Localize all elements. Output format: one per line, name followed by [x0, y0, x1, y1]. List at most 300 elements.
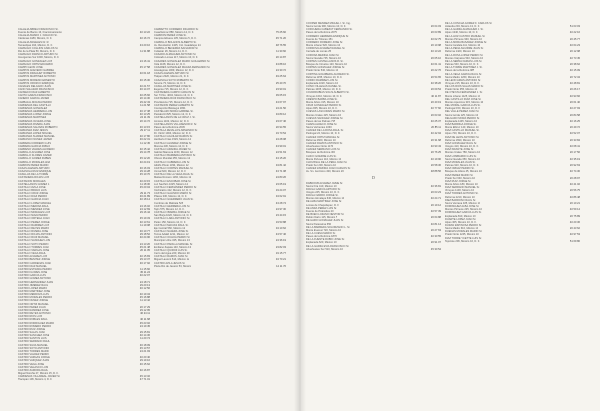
entry-name: CAÑEDO GARCIA JAVIER	[18, 97, 50, 101]
entry-name: Gabriel Mancera 1150, México 12	[154, 151, 193, 155]
entry-name: CAMACHO ORTIZ EDUARDO	[18, 62, 54, 66]
entry-name: CASILLAS DE LA TORRE	[18, 173, 49, 177]
directory-entry	[154, 265, 286, 268]
entry-name: DIAZ TORRES ANTONIO Sr.	[445, 192, 479, 196]
entry-name: CHAVEZ ZAMORA JUAN CARLOS Sr.	[306, 167, 351, 171]
entry-name: CARRILLO FLORES JAVIER	[18, 154, 52, 158]
entry-name: CASTRO VALDEZ PEDRO	[18, 353, 50, 357]
entry-name: CARRERA CORDERO LUIS	[18, 141, 52, 145]
entry-phone: 40 81 14	[430, 222, 441, 226]
entry-name: Alpes 845, México 10, D. F.	[306, 107, 338, 111]
right-page	[300, 0, 600, 411]
entry-phone: 20 12 98	[569, 50, 580, 54]
entry-phone: 40 93 66	[569, 94, 580, 98]
entry-phone: 20 91 07	[430, 241, 441, 245]
entry-phone: 29 17 11	[140, 129, 150, 132]
entry-phone: 20 17 29	[139, 305, 150, 309]
entry-phone: 11 12 45	[140, 141, 150, 145]
entry-name: DUARTE LOPEZ JUAN Sr.	[445, 217, 477, 221]
entry-phone: 43 99 01	[275, 144, 286, 148]
entry-phone: 20 19 12	[430, 203, 441, 207]
entry-phone: 23 07 46	[275, 119, 286, 123]
left-column-1	[18, 28, 154, 411]
entry-phone: 20 63 02	[430, 113, 441, 117]
entry-phone: 20 17 56	[569, 151, 580, 155]
entry-name: CANALES DELGADO JUAN	[18, 84, 52, 88]
entry-name: CHOUSSAL DE LA PEÑA JUAN Sr.	[306, 160, 348, 164]
entry-phone: 29 11 73	[140, 192, 150, 196]
entry-name: CARRILLO ALVAREZ JOSE	[18, 151, 51, 155]
entry-name: CORTES GONZALEZ JORGE Sr.	[306, 66, 346, 70]
entry-name: CASTELLANOS DE LA CRUZ J. Sr.	[154, 116, 196, 120]
entry-name: Tlacopan 106, México 4, D. F.	[18, 378, 53, 382]
entry-name: CAMPOS DRAGUET ROBERTO	[18, 72, 57, 76]
entry-phone: 20 54 65	[430, 75, 441, 79]
entry-phone: 20 64 88	[430, 216, 441, 220]
entry-phone: 20 61 40	[569, 100, 580, 104]
entry-name: CASTRO RODRIGUEZ MARIO	[18, 321, 55, 325]
entry-name: CASTRO FLORES JOSE	[18, 271, 48, 275]
entry-phone: 40 15 42	[139, 147, 150, 151]
entry-phone: 20 31 68	[430, 138, 441, 142]
entry-name: DOMINGUEZ GARCIA LUIS Sr.	[445, 211, 482, 215]
entry-name: Concepción Béistegui 1801	[154, 106, 186, 110]
entry-phone: 24 16 02	[139, 204, 150, 208]
entry-name: Luz Saviñón 1025, México 12	[154, 182, 189, 186]
entry-name: Petén 150, México 12, D. F.	[154, 220, 186, 224]
entry-name: CASTRO SILVA MANUEL	[18, 343, 48, 347]
book-gutter	[294, 0, 306, 411]
entry-phone: 43 71 08	[275, 170, 286, 174]
entry-name: CASAS ALEMAN ARTURO	[18, 166, 50, 170]
entry-name: CASTILLO REYES MARIO	[18, 226, 50, 230]
entry-phone: 40 64 23	[569, 44, 580, 48]
entry-name: CASTRO VAZQUEZ JUAN	[18, 359, 50, 363]
entry-phone: 46 10 77	[139, 230, 150, 233]
entry-name: Matías Romero 1160, México 12	[154, 176, 192, 180]
entry-name: COSIO VILLEGAS DANIEL Sr.	[306, 85, 342, 89]
entry-phone: 40 20 36	[569, 220, 580, 224]
entry-phone: 45 19 33	[139, 217, 150, 221]
entry-name: CASTRO ZAMORA RAUL	[18, 368, 49, 372]
entry-name: Cumbres de Maltrata 526	[154, 201, 184, 205]
entry-name: Virreyes 1130, México 10	[445, 189, 475, 193]
entry-name: Eje Central 560, México 12	[154, 226, 186, 230]
entry-name: CASTILLO ESCOBAR JOSE Sr.	[154, 179, 192, 183]
entry-name: CASTRO MORALES PEDRO	[18, 296, 53, 300]
entry-phone: 11 30 60	[276, 50, 286, 54]
entry-name: CASTAÑEDA CAMPO CARLOS Sr.	[154, 91, 196, 95]
entry-phone: 29 16 44	[139, 211, 150, 215]
entry-name: DE ALBA MARTINEZ JOSE Sr.	[306, 200, 342, 204]
entry-name: CASTRO ESTRADA PEDRO	[18, 267, 52, 271]
entry-name: DIAZ CASTILLO MANUEL Sr.	[445, 129, 480, 133]
entry-phone: 11 13 42	[140, 299, 150, 303]
entry-phone: 40 74 30	[569, 170, 580, 174]
entry-phone: 46 17 38	[139, 110, 150, 114]
entry-name: CASAS ALEMAN ARTURO Sr.	[154, 72, 190, 76]
entry-name: CASTRO GARCIA LUIS	[18, 274, 46, 278]
entry-name: CORTINA GOLDBERG ALFREDO Sr.	[306, 72, 350, 76]
entry-phone: 46 18 09	[139, 343, 150, 347]
entry-name: CASTILLO MORALES LUIS	[18, 211, 51, 215]
entry-name: CASTRO VEGA JOSE	[18, 362, 45, 366]
entry-phone: 45 20 04	[139, 185, 150, 189]
entry-phone: 45 23 02	[139, 321, 150, 325]
entry-name: DE LA FUENTE RUBIO JOSE Sr.	[306, 238, 345, 242]
entry-name: Tlalpan 2320, México 21, D. F.	[154, 75, 190, 79]
entry-phone: 40 68 41	[569, 145, 580, 149]
entry-name: Prado Sur 230, México 10	[306, 164, 336, 168]
entry-name: CASTILLO GARCIA JUAN	[18, 198, 49, 202]
entry-name: Pilares 330, México 12, D. F.	[154, 195, 188, 199]
entry-name: DUEÑAS MORALES MARIO Sr.	[445, 230, 483, 234]
entry-name: Fuente de Tritones 151	[306, 37, 333, 41]
entry-name: DE LEON ARIAS ANTONIO Sr.	[445, 78, 481, 82]
entry-phone: 40 27 93	[569, 107, 580, 111]
entry-phone: 34 62 91	[275, 195, 286, 199]
entry-name: Lomas de Chapultepec, D. F.	[306, 203, 340, 207]
entry-phone: 46 22 31	[139, 138, 150, 142]
entry-phone: 46 13 15	[139, 125, 150, 129]
entry-phone: 40 02 75	[430, 37, 441, 41]
entry-name: CARDENAS DEL CASTILLO	[18, 103, 52, 107]
entry-name: DE LA TORRE MARTINEZ J. Sr.	[445, 66, 483, 70]
entry-name: DEL MORAL GARCIA LUIS Sr.	[445, 104, 481, 108]
entry-phone: 47 71 01	[139, 378, 150, 382]
entry-name: CASTRO MARTINEZ JOSE	[18, 289, 51, 293]
entry-name: Río de la Plata 50, México, D. F.	[18, 50, 56, 54]
entry-phone: 20 28 97	[569, 176, 580, 180]
directory-entry	[306, 248, 441, 251]
entry-name: CASTAÑON MORALES	[18, 179, 46, 183]
entry-phone: 40 24 71	[430, 197, 441, 201]
entry-phone: 43 57 46	[275, 233, 286, 237]
entry-name: CARDENAS SALINAS ROBERTO	[18, 125, 58, 129]
entry-phone: 20 11 05	[140, 248, 150, 252]
entry-name: Ahuehuetes Sur 510, México 10	[306, 247, 343, 251]
entry-name: Paseo de la Reforma 985	[445, 69, 475, 73]
entry-name: CASTILLO IBARRA JORGE Sr.	[154, 211, 191, 215]
entry-name: Sierra Gorda 390, México 10, D. F.	[306, 25, 346, 29]
entry-phone: 43 28 74	[275, 201, 286, 205]
entry-name: Explanada 1020, México 10	[306, 81, 339, 85]
entry-name: CASTILLO RIVERA JOSE	[18, 230, 49, 233]
entry-phone: 40 13 61	[139, 220, 150, 224]
entry-phone: 46 16 03	[139, 166, 150, 170]
entry-name: DIAZ GONZALEZ RAUL Sr.	[445, 141, 478, 145]
entry-name: CORZO RAMIREZ LUIS Sr.	[306, 78, 339, 82]
entry-phone: 40 77 60	[430, 107, 441, 111]
entry-name: CARDENAS VILLAREAL JAVIER Sr.	[18, 375, 61, 379]
entry-name: Montes Himalaya 640, México 10	[306, 197, 345, 201]
entry-name: CAMACHO COLLINS CARLOS Sr.	[18, 46, 59, 50]
entry-name: Explanada 810, México 10	[445, 214, 476, 218]
entry-name: DE LA HOZ CASTRO MANUEL Sr.	[445, 34, 486, 38]
entry-phone: 29 19 16	[139, 359, 150, 363]
entry-name: CALLEJA ANGELES Dr. R.	[18, 40, 50, 44]
entry-phone: 20 33 84	[569, 138, 580, 142]
entry-phone: 46 12 56	[139, 286, 150, 290]
entry-phone: 20 05 10	[430, 56, 441, 60]
entry-name: Sierra Candela 111, México 10	[445, 44, 481, 48]
entry-name: Av. Sn. Jerónimo 430, México 20	[306, 170, 344, 174]
entry-name: DE LA CUEVA MARIO Sr.	[306, 232, 336, 235]
entry-name: CASTILLO AVILA JOSE	[18, 185, 46, 189]
entry-name: Montes Pirineos 930, México 10	[445, 37, 482, 41]
entry-phone: 40 42 94	[430, 132, 441, 136]
entry-phone: 20 14 87	[275, 56, 286, 60]
entry-phone: 45 21 48	[139, 245, 150, 249]
entry-name: Paseo de la Reforma 2075	[306, 31, 337, 35]
entry-phone: 34 10 62	[275, 226, 286, 230]
entry-phone: 40 15 83	[139, 255, 150, 259]
entry-name: CARRANZA SUAREZ MANUEL	[18, 135, 55, 139]
entry-name: CASADO ALMAGUER ANTONIO Sr.	[154, 53, 197, 57]
entry-name: Miguel Laurent 614, México 12	[154, 258, 190, 262]
entry-name: CASASOLA RUIZ ENRIQUE	[18, 170, 52, 174]
entry-phone: 40 18 14	[139, 198, 150, 202]
entry-name: Prado Norte 540, México 10	[306, 69, 339, 73]
entry-name: CALLEJA ABREU FRANCISCO Sr.	[18, 28, 59, 31]
entry-name: CORCUERA CABEZUT FERNANDO Sr.	[306, 28, 353, 32]
entry-name: CASTILLO MEDINA RAUL	[18, 204, 49, 208]
entry-phone: 49 25 64	[275, 75, 286, 79]
entry-phone: 40 35 19	[569, 157, 580, 161]
entry-name: Montes Urales 425, México 10	[306, 113, 342, 117]
entry-phone: 11 21 58	[140, 103, 150, 107]
entry-name: Ahuehuetes Norte 1170	[306, 145, 334, 149]
entry-name: CASTELAZO MORA GABRIEL Sr.	[154, 110, 194, 114]
entry-phone: 46 21 89	[139, 195, 150, 199]
entry-phone: 29 13 37	[139, 258, 150, 262]
entry-name: Sierra Nevada 745, México 10	[306, 56, 341, 60]
entry-name: CHAVEZ ORTIZ MANUEL Sr.	[306, 135, 341, 139]
entry-phone: 40 52 07	[569, 132, 580, 136]
right-page-columns	[306, 22, 584, 411]
entry-name: CASTRO SERRANO RAUL	[18, 340, 50, 344]
entry-name: CARRASCO NUÑEZ JAVIER	[18, 138, 52, 142]
entry-name: Miguel Noreña 27, México 15, D. F.	[18, 372, 59, 376]
entry-name: Pedregal 150, México 10, D. F.	[445, 107, 481, 111]
entry-name: CASTILLO HERRERA LUIS Sr.	[154, 204, 191, 208]
entry-name: CARDENAS HERRERA LUIS	[18, 110, 53, 114]
entry-name: CASTRO REYES ANTONIO	[18, 312, 51, 316]
entry-name: CASTILLO VEGA RAUL	[18, 252, 46, 256]
entry-name: Culiacán 26, México 11, D. F.	[154, 50, 188, 54]
entry-name: Palmas 540, México 10, D. F.	[445, 63, 479, 67]
entry-name: Vosgos 410, México 10, D. F.	[445, 145, 479, 149]
entry-phone: 46 17 92	[139, 261, 150, 265]
entry-name: Paseo de la Reforma 2045	[154, 125, 185, 129]
entry-name: Campos Elíseos 135, México 5, D. F.	[154, 37, 197, 41]
entry-name: CAMPOS MARTINEZ ANTONIO	[18, 75, 56, 79]
entry-phone: 20 76 25	[430, 151, 441, 155]
entry-phone: 40 11 87	[431, 94, 441, 98]
entry-name: CORONA MEDINA JUAN Sr.	[306, 53, 340, 57]
entry-name: CASTAÑON PEREZ ALBERTO Sr.	[154, 103, 195, 107]
entry-name: CASTRO CARDENAS JUAN	[18, 261, 52, 265]
entry-name: CASTILLO BARRERA ANTONIO Sr.	[154, 154, 196, 158]
entry-name: CASTAÑEDA RUIZ FRANCISCO Sr.	[154, 97, 197, 101]
entry-name: CASTILLO NAVA PEDRO	[18, 214, 48, 218]
entry-phone: 43 15 20	[275, 157, 286, 161]
entry-name: Sierra Fría 410, México 10	[306, 184, 337, 188]
entry-name: DIAZ PEREZ MARIO Sr.	[445, 173, 474, 177]
entry-name: Virreyes 215, México 10, D. F.	[445, 81, 480, 85]
entry-phone: 24 80 26	[275, 176, 286, 180]
entry-phone: 46 14 07	[139, 87, 150, 91]
entry-phone: 40 21 57	[139, 84, 150, 88]
entry-name: CASTILLO QUIROZ LUIS Sr.	[154, 248, 188, 252]
entry-name: Explanada 1445, México 10	[445, 119, 478, 123]
entry-name: CASASOLA SOTO ROBERTO Sr.	[154, 78, 194, 82]
entry-phone: 29 14 78	[139, 151, 150, 155]
entry-name: CASTILLO SOTO PEDRO	[18, 242, 49, 246]
entry-name: CASTILLO BRAVO LUIS	[18, 188, 47, 192]
entry-phone: 40 36 81	[430, 184, 441, 188]
entry-phone: 20 03 23	[430, 190, 441, 194]
entry-phone: 24 28 08	[275, 138, 286, 142]
entry-phone: 23 44 15	[275, 214, 286, 218]
entry-name: DIAZ BARRIGA JORGE Sr.	[445, 123, 477, 126]
entry-name: CARDENAS GONZALEZ	[18, 106, 48, 110]
entry-name: Vosgos 245, México 10, D. F.	[306, 190, 340, 194]
entry-name: CORTES CASTELLANOS R. Sr.	[306, 59, 344, 63]
entry-name: Sierra Madre 610, México 10	[445, 227, 479, 231]
entry-name: DE LA GARZA ALMAGUER J. Sr.	[445, 28, 484, 32]
entry-name: DE ANDA PEREZ LUIS Sr.	[306, 206, 337, 210]
entry-phone: 25 40 70	[275, 81, 286, 85]
entry-name: Alpes 305, México 10, D. F.	[445, 220, 477, 224]
entry-name: CHAVEZ RAMOS ANTONIO Sr.	[306, 141, 343, 145]
entry-name: DE LA CONCHA GOMEZ F. CARLOS Sr.	[445, 22, 493, 25]
entry-phone: 40 61 18	[139, 72, 150, 76]
entry-name: Reforma 1420, México 10	[445, 50, 475, 54]
entry-name: CASTILLO AGUILAR RAMON Sr.	[154, 135, 193, 139]
entry-phone: 20 84 58	[569, 113, 580, 117]
entry-phone: 20 04 03	[430, 25, 441, 29]
entry-phone: 11 18 30	[140, 182, 150, 186]
entry-name: CARRILLO MORALES ANA	[18, 160, 51, 164]
entry-name: Pedregal 24, México 10, D. F.	[306, 132, 341, 136]
entry-phone: 45 16 88	[139, 296, 150, 300]
entry-phone: 23 65 19	[275, 182, 286, 186]
entry-name: DE LA MORA BASAÑEZ JORGE Sr.	[445, 40, 488, 44]
entry-phone: 24 11 39	[140, 116, 150, 120]
entry-name: CASTRO TORRES MARIO	[18, 349, 50, 353]
entry-name: CHICO GOERNE LUIS Sr.	[306, 154, 337, 158]
entry-name: CASTRO NUÑEZ JORGE	[18, 299, 49, 303]
entry-phone: 20 14 72	[139, 119, 150, 123]
entry-name: Reforma 2600, México 10	[306, 138, 336, 142]
entry-phone: 19 53 88	[275, 220, 286, 224]
entry-phone: 40 22 07	[139, 274, 150, 278]
entry-name: Monte Everest 720, México 10	[306, 228, 342, 232]
entry-name: CASTRO SANTOS LUIS	[18, 337, 47, 341]
entry-name: CARRERA GARCIA PABLO	[18, 144, 51, 148]
entry-name: CASTILLO MENDEZ JOSE	[18, 207, 50, 211]
entry-name: DIAZ ORDAZ PEDRO Sr.	[445, 167, 475, 171]
entry-name: Anaxágoras 1009, México 12, D. F.	[154, 69, 195, 73]
entry-name: Bosque de Alisos 45, México 10	[445, 170, 482, 174]
entry-phone: 20 10 21	[569, 201, 580, 205]
entry-phone: 40 59 14	[569, 208, 580, 212]
entry-phone: 40 23 15	[139, 179, 150, 183]
entry-name: Palmas 910, México 10, D. F.	[445, 164, 479, 168]
entry-name: Morena 430, México 12, D. F.	[154, 144, 188, 148]
entry-name: Palmas 1005, México 10, D. F.	[306, 88, 342, 92]
entry-phone: 43 20 16	[139, 43, 150, 47]
entry-phone: 40 97 53	[569, 233, 580, 237]
entry-name: Sierra Nevada 350, México 10	[445, 157, 480, 161]
entry-phone: 20 72 34	[569, 75, 580, 79]
entry-name: DE OTEYZA FERNANDEZ J. Sr.	[445, 91, 483, 95]
left-column-2	[154, 28, 290, 411]
entry-name: Bosques de Reforma 300	[306, 151, 336, 155]
entry-name: Cuauhtémoc 880, México 12, D. F.	[154, 31, 194, 35]
entry-name: Montes Pirineos 225, México 10	[445, 208, 482, 212]
entry-phone: 34 89 12	[275, 113, 286, 117]
entry-name: CAMACHO GONZALEZ LUIS	[18, 59, 53, 63]
entry-name: Fuente de Pirámides 20	[306, 209, 334, 213]
entry-phone: 45 10 70	[139, 173, 150, 177]
entry-name: CASTRO BENITEZ JORGE	[18, 258, 51, 262]
entry-phone: 24 21 50	[275, 106, 286, 110]
entry-name: CHAVEZ SERRANO LUIS Sr.	[306, 148, 341, 152]
entry-name: CASTRO RAMIREZ JOSE	[18, 308, 49, 312]
entry-phone: 20 03 89	[430, 31, 441, 35]
entry-phone: 45 13 57	[139, 346, 150, 350]
entry-name: Uxmal 620, México 12, D. F.	[154, 170, 187, 174]
entry-phone: 19 24 07	[275, 188, 286, 192]
entry-name: DIAZ MORALES JUAN Sr.	[445, 160, 476, 164]
entry-name: Cerrada de Lomas 25	[306, 50, 332, 54]
entry-name: CAMPOS ACEVEDO GABRIEL	[18, 69, 55, 73]
entry-name: CALLEJA AMADO J. IGNACIO Sr.	[18, 34, 58, 38]
entry-name: CARBAJAL MOLINA PEDRO	[18, 100, 52, 104]
entry-phone: 20 49 72	[569, 126, 580, 130]
entry-phone: 20 38 62	[569, 63, 580, 67]
entry-name: Monte Athos 315, México 10	[306, 100, 339, 104]
entry-name: CASTILLO TORRES JUAN	[18, 245, 50, 249]
entry-name: DEL CASTILLO RUIZ JOSE Sr.	[445, 97, 482, 101]
entry-phone: 43 67 97	[275, 100, 286, 104]
entry-name: DURAN ESPINOSA PEDRO Sr.	[445, 224, 482, 227]
entry-phone: 40 48 81	[569, 81, 580, 85]
entry-name: Monte Líbano 520, México 10	[306, 44, 341, 48]
entry-name: Cerro del Agua 220, México 20	[154, 252, 190, 256]
entry-name: Obrero Mundial 255, México 12	[154, 157, 191, 161]
right-column-2	[445, 22, 584, 411]
entry-name: CASTRO ROBLES RAUL	[18, 318, 48, 322]
entry-name: CARRILLO BOLAÑOS ALBERTO Sr.	[154, 40, 197, 44]
entry-name: CARRILLO BECERRA SALVADOR Sr.	[154, 46, 199, 50]
entry-name: CASTILLO PEREZ JORGE	[18, 220, 50, 224]
entry-name: Tajín 575, México 12, D. F.	[154, 207, 185, 211]
entry-name: Municipio Libre 325, México 13	[154, 239, 190, 243]
entry-name: Holanda 204, México 13, D. F.	[445, 25, 480, 29]
entry-name: CASTILLO RAMIREZ LUIS	[18, 223, 50, 227]
entry-name: Tamaulipas 194, México, D. F.	[18, 43, 53, 47]
entry-phone: 20 40 19	[430, 100, 441, 104]
entry-name: Virreyes 1010, México 10, D. F.	[306, 94, 342, 98]
entry-name: CASTRO ALVAREZ LUIS	[18, 255, 48, 259]
entry-name: CASTAÑEDA ROJAS LUIS	[18, 176, 50, 180]
entry-phone: 40 14 36	[139, 334, 150, 338]
directory-entry	[445, 240, 580, 243]
entry-name: Montes Apeninos 315, México 10	[445, 100, 484, 104]
